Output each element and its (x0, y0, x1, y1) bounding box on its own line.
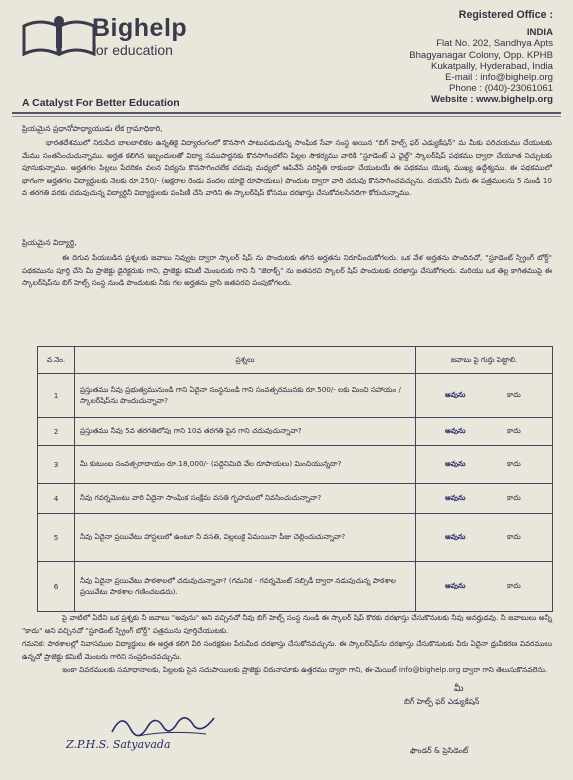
salutation-student: ప్రియమైన విద్యార్థి, (22, 238, 77, 247)
table-row (38, 562, 553, 612)
row-number: 6 (38, 562, 75, 612)
answer-cell[interactable] (416, 418, 553, 446)
question-text: ప్రస్తుతము నీవు 5వ తరగతిలోపు గాని 10వ తరగతి పైన గాని చదువుచున్నావా? (75, 418, 416, 446)
answer-cell[interactable] (416, 562, 553, 612)
yes-option[interactable]: అవును (445, 493, 466, 502)
question-text: నీవు ఏదైనా ప్రయివేటు హాస్టలులో ఉంటూ నీ వసతి, విల్లలుకై ఏమయినా పీజు చెల్లించుచున్నావా? (75, 514, 416, 562)
answer-cell[interactable] (416, 484, 553, 514)
no-option[interactable]: కాదు (507, 459, 521, 468)
no-option[interactable]: కాదు (507, 426, 521, 435)
header-divider (12, 112, 561, 114)
answer-cell[interactable] (416, 446, 553, 484)
yes-option[interactable]: అవును (445, 581, 466, 590)
no-option[interactable]: కాదు (507, 390, 521, 399)
row-number: 2 (38, 418, 75, 446)
eligibility-questions-table (37, 346, 553, 612)
row-number: 5 (38, 514, 75, 562)
office-address-3: Kukatpally, Hyderabad, India (431, 60, 553, 72)
question-text: ప్రస్తుతము నీవు ప్రభుత్వమునుండి గాని ఏదైనా సంస్థనుండి గాని సంవత్సరమునకు రూ.500/- లకు మించి సహాయం / స్కాలర్‌షిప్‌ను పొందుచున్నావా? (75, 374, 416, 418)
answer-cell[interactable] (416, 374, 553, 418)
table-header-row (38, 347, 553, 374)
no-option[interactable]: కాదు (507, 493, 521, 502)
question-text: మీ కుటుంబ సంవత్సరాదాయం రూ.18,000/- (పద్దెనిమిది వేల రూపాయలు) మించియున్నదా? (75, 446, 416, 484)
row-number: 4 (38, 484, 75, 514)
row-number: 3 (38, 446, 75, 484)
col-number-header: వ.నెం. (38, 347, 75, 374)
brand-subtitle: for education (92, 42, 173, 58)
remark-paragraph: గమనిక: పాఠశాలల్లో నివాసముల విద్యార్థులు ఈ అర్హత కలిగి వీరి సంరక్షకుల పేరుమీద దరఖాస్తు చేసుకోనవచ్చును. ఈ స్కాలర్‌షిప్‌ను దరఖాస్తు చేసుకొనుటకు వీరు ఏదైనా ధ్రువీకరణ వివరములు ఉన్నచో ప్రాజెక్టు కమిటీ మెంబరు గారిని సంప్రదించవచ్చును. (22, 639, 552, 661)
yes-option[interactable]: అవును (445, 390, 466, 399)
closing-mark: మీ (454, 684, 464, 694)
row-number: 1 (38, 374, 75, 418)
contact-paragraph: ఇంకా వివరములకు సమాధానాలకు, పిల్లలకు సైన సదుపాయిలకు ప్రాజెక్టు చిరునామాకు ఉత్తరము ద్వారా గాని, ఈ-మెయిల్ info@bighelp.org ద్వారా గాని తెలుసుకొనవలెను. (62, 665, 548, 674)
office-address-2: Bhagyanagar Colony, Opp. KPHB (409, 49, 553, 61)
col-question-header: ప్రశ్నలు (75, 347, 416, 374)
header-divider-thin (12, 116, 561, 117)
office-phone: Phone : (040)-23061061 (448, 83, 553, 95)
brand-name: Bighelp (92, 14, 188, 42)
office-website: Website : www.bighelp.org (430, 94, 553, 106)
salutation-headmaster: ప్రియమైన ప్రధానోపాధ్యాయుడు లేక గ్రామాధికారి, (22, 124, 163, 133)
instructions-paragraph: ఈ దిగువ పేయబడిన ప్రశ్నలకు జవాబు నివ్వుట ద్వారా స్కాలర్ షిప్ ను పొందుటకు తగిన అర్హతను నిరూపించుకోగలరు. ఒక వేళ అర్హతను పొందినచో, "స్టూడెంట్ స్ప్రింగ్ బోర్డ్" పథకమును పూర్తి చేసి మీ ప్రాజెక్టు డైరెక్టరుకు గాని, ప్రాజెక్టు కమిటీ మెంబరుకు గాని నీ "జెరాక్స్" ను జతపరచి స్కాలర్ షిప్ పొందుటకు దరఖాస్తు చేసుకోగలరు. మరియు ఒక తెల్ల కాగితముపై ఈ స్కాలర్‌షిప్‌ను బిగ్ హెల్ప్ సంస్థ నుండి పొందుటకు నీకు గల అర్హతను వ్రాసి జతపరచి పంపుకోగలరు. (22, 253, 552, 288)
note-paragraph: పై వాటిలో ఏదేని ఒక ప్రశ్నకు నీ జవాబు "అవును" అని వచ్చినచో నీవు బిగ్ హెల్ప్ సంస్థ నుండి ఈ స్కాలర్ షిప్ కొరకు దరఖాస్తు చేసుకొనుటకు నీవు అనర్హుడవు. నీ జవాబులు అన్నీ "కాదు" అని వచ్చినచో "స్టూడెంట్ స్ప్రింగ్ బోర్డ్" పత్రమును పూర్తిచేయుటకు. (22, 613, 552, 635)
signature-scribble-icon (108, 706, 218, 742)
table-row (38, 484, 553, 514)
table-row (38, 446, 553, 484)
table-row (38, 514, 553, 562)
office-address-1: Flat No. 202, Sandhya Apts (436, 38, 553, 50)
tagline: A Catalyst For Better Education (22, 97, 180, 109)
office-email: E-mail : info@bighelp.org (445, 72, 553, 84)
book-person-logo-icon (20, 12, 98, 58)
school-stamp-text: Z.P.H.S. Satyavada (66, 738, 171, 751)
office-title: Registered Office : (458, 9, 553, 21)
intro-paragraph: భారతదేశములో నిరుపేద బాలబాలికల ఉన్నతికై విద్యారంగంలో కొనసాగి పాటుపడుచున్న సాంఘిక సేవా సంస్థ అయిన "బిగ్ హెల్ప్ ఫర్ ఎడ్యుకేషన్" మ మీకు పరిచయము చేయుటకు మేము సంతసించుచున్నాము. అర్హత కలిగిన ఇబ్బందులతో విద్యా సముపార్జనకు కొనసాగించలేని పిల్లల సౌకర్యము వారికి "స్టూడెంట్ ఎ ఛైల్డ్" స్కాలర్‌షిప్ పథకము ద్వారా చేయూత నిచ్చుటకు పూనుకున్నాము. అర్హతగల పిల్లలు పేదరికం వలన విద్యను కొనసాగించలేక చదువు మధ్యలో ఆపివేసే పరిస్థితి రాకుండా చేయుటయే ఈ పథకము యొక్క ముఖ్య ఉద్దేశ్యము. ఈ పథకములో భాగంగా అర్హతగల విద్యార్థులకు నెలకు రూ.250/- (అక్షరాల రెండు వందల యాభై రూపాయలు) పొందుట ద్వారా వారి చదువు కొనసాగించవచ్చును. దయచేసి మీరు ఈ పత్రములను 5 నుండి 10 వ తరగతి వరకు చదువుచున్న విద్యార్థినీ విద్యార్థులకు పంపిణీ చేసి వారిని ఈ స్కాలర్‌షిప్ కోసము దరఖాస్తు చేసుకోవలసినదిగా కోరుచున్నాము. (22, 138, 552, 198)
question-text: నీవు ఏదైనా ప్రయివేటు పాఠశాలలో చదువుచున్నావా? (గమనిక - గవర్నమెంట్ సబ్సిడీ ద్వారా నడుపుచున్న పాఠశాల ప్రయివేటు పాఠశాల గణించబడదు). (75, 562, 416, 612)
no-option[interactable]: కాదు (507, 532, 521, 541)
col-answer-header: జవాబు పై గుర్తు పెట్టాలి. (416, 347, 553, 374)
table-row (38, 418, 553, 446)
yes-option[interactable]: అవును (445, 426, 466, 435)
closing-role: ఫౌండర్ & ప్రెసిడెంట్ (410, 746, 469, 755)
yes-option[interactable]: అవును (445, 532, 466, 541)
yes-option[interactable]: అవును (445, 459, 466, 468)
registered-office-block (409, 10, 553, 106)
question-text: నీవు గవర్నమెంటు వారి ఏదైనా సాంఘిక సంక్షేమ వసతి గృహములో నివసించుచున్నావా? (75, 484, 416, 514)
table-row (38, 374, 553, 418)
closing-organization: బిగ్ హెల్ప్ ఫర్ ఎడ్యుకేషన్ (404, 697, 480, 706)
answer-cell[interactable] (416, 514, 553, 562)
no-option[interactable]: కాదు (507, 581, 521, 590)
office-country: INDIA (526, 27, 553, 39)
